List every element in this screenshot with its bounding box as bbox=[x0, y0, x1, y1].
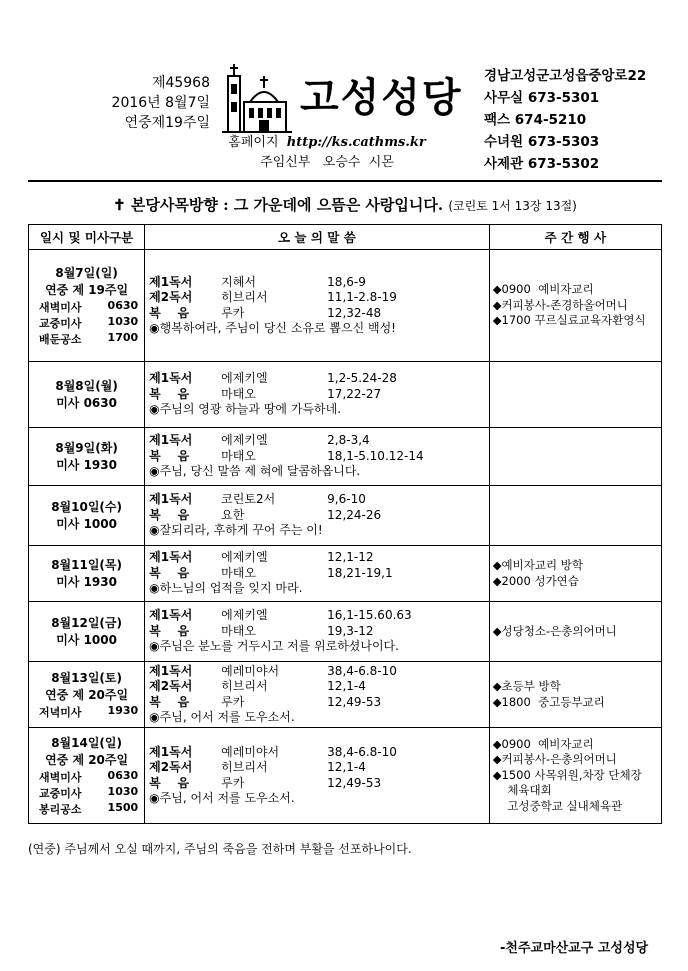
reading-reference: 18,6-9 bbox=[327, 274, 366, 289]
psalm-response: ◉주님의 영광 하늘과 땅에 가득하네. bbox=[149, 402, 342, 417]
event-item: ◆1800 중고등부교리 bbox=[492, 694, 605, 709]
reading-book: 에제키엘 bbox=[221, 550, 268, 565]
event-item: ◆예비자교리 방학 bbox=[492, 558, 583, 572]
church-title: 고성성당 bbox=[300, 74, 463, 121]
psalm-response: ◉하느님의 업적을 잊지 마라. bbox=[149, 581, 303, 596]
header-datetime: 일시 및 미사구분 bbox=[29, 225, 145, 250]
reading-label: 복 음 bbox=[149, 386, 190, 401]
mass-time bbox=[29, 632, 144, 649]
schedule-row bbox=[29, 662, 662, 728]
reading-label: 제2독서 bbox=[149, 760, 193, 774]
psalm-response: ◉주님, 당신 말씀 제 혀에 달콤하옵니다. bbox=[149, 464, 361, 479]
reading-line bbox=[149, 624, 489, 640]
reading-label: 제1독서 bbox=[149, 371, 193, 386]
reading-reference: 38,4-6.8-10 bbox=[327, 744, 397, 759]
mass-time bbox=[29, 704, 144, 720]
reading-line bbox=[149, 776, 489, 792]
psalm-response: ◉주님은 분노를 거두시고 저를 위로하셨나이다. bbox=[149, 639, 399, 654]
reading-book: 에제키엘 bbox=[221, 433, 268, 448]
church-logo-icon bbox=[222, 62, 292, 134]
contact-info bbox=[484, 66, 684, 176]
reading-book: 지혜서 bbox=[221, 274, 256, 289]
schedule-row bbox=[29, 250, 662, 362]
day-label: 8월12일(금) bbox=[51, 615, 122, 630]
reading-line bbox=[149, 508, 489, 524]
parish-signature: -천주교마산교구 고성성당 bbox=[500, 941, 649, 956]
schedule-table bbox=[28, 224, 662, 824]
day-label: 8월8일(월) bbox=[55, 378, 118, 393]
reading-book: 코린토2서 bbox=[221, 492, 276, 507]
mass-time bbox=[29, 457, 144, 474]
reading-reference: 9,6-10 bbox=[327, 492, 366, 507]
readings-cell bbox=[145, 250, 490, 362]
table-header-row bbox=[29, 225, 662, 250]
homepage-url[interactable]: http://ks.cathms.kr bbox=[286, 135, 426, 150]
event-item: 고성중학교 실내체육관 bbox=[492, 798, 623, 813]
reading-reference: 12,1-4 bbox=[327, 760, 366, 774]
mass-time bbox=[29, 299, 144, 315]
reading-book: 에제키엘 bbox=[221, 371, 268, 386]
mass-label: 새벽미사 bbox=[39, 770, 82, 784]
reading-label: 복 음 bbox=[149, 448, 190, 463]
mass-label: 미사 1000 bbox=[56, 632, 117, 647]
schedule-row bbox=[29, 428, 662, 486]
psalm-response: ◉행복하여라, 주님이 당신 소유로 뽑으신 백성! bbox=[149, 321, 396, 335]
date-cell bbox=[29, 486, 145, 546]
mass-time bbox=[29, 282, 144, 299]
events-cell bbox=[489, 486, 661, 546]
readings-cell bbox=[145, 486, 490, 546]
schedule-row bbox=[29, 486, 662, 546]
reading-reference: 11,1-2.8-19 bbox=[327, 290, 397, 304]
psalm-response: ◉주님, 어서 저를 도우소서. bbox=[149, 710, 295, 724]
reading-book: 히브리서 bbox=[221, 290, 268, 304]
reading-book: 마태오 bbox=[221, 448, 256, 463]
reading-line bbox=[149, 275, 489, 291]
reading-reference: 18,21-19,1 bbox=[327, 565, 393, 580]
readings-cell bbox=[145, 602, 490, 662]
date-cell bbox=[29, 662, 145, 728]
reading-line bbox=[149, 566, 489, 582]
reading-line bbox=[149, 306, 489, 322]
reading-line bbox=[149, 433, 489, 449]
reading-label: 제1독서 bbox=[149, 433, 193, 448]
divider bbox=[28, 180, 662, 182]
reading-label: 제2독서 bbox=[149, 290, 193, 304]
issue-number: 제45968 bbox=[151, 75, 210, 91]
mass-hour: 0630 bbox=[107, 298, 139, 312]
mass-time bbox=[29, 516, 144, 533]
mass-time bbox=[29, 801, 144, 817]
reading-reference: 16,1-15.60.63 bbox=[327, 608, 412, 623]
reading-line bbox=[149, 371, 489, 387]
reading-label: 복 음 bbox=[149, 775, 190, 790]
reading-label: 복 음 bbox=[149, 623, 190, 638]
reading-label: 복 음 bbox=[149, 694, 190, 709]
reading-book: 예레미야서 bbox=[221, 663, 280, 678]
reading-reference: 1,2-5.24-28 bbox=[327, 371, 397, 386]
reading-line bbox=[149, 760, 489, 776]
psalm-response: ◉주님, 어서 저를 도우소서. bbox=[149, 791, 295, 805]
reading-line bbox=[149, 492, 489, 508]
schedule-row bbox=[29, 362, 662, 428]
reading-reference: 12,32-48 bbox=[327, 305, 382, 320]
mass-hour: 1030 bbox=[107, 784, 139, 798]
schedule-row bbox=[29, 602, 662, 662]
mass-label: 미사 1930 bbox=[56, 457, 117, 472]
reading-reference: 18,1-5.10.12-14 bbox=[327, 448, 424, 463]
mass-hour: 1030 bbox=[107, 314, 139, 328]
event-item: ◆1500 사목위원,차장 단체장 bbox=[492, 767, 642, 782]
reading-reference: 12,1-4 bbox=[327, 679, 366, 693]
schedule-row bbox=[29, 728, 662, 824]
date-cell bbox=[29, 428, 145, 486]
pastor-line: 주임신부 오승수 시몬 bbox=[260, 155, 394, 170]
office-phone: 사무실 673-5301 bbox=[484, 90, 600, 106]
event-item: ◆2000 성가연습 bbox=[492, 573, 579, 588]
reading-book: 루카 bbox=[221, 305, 245, 320]
mass-label: 연중 제 20주일 bbox=[45, 752, 129, 767]
reading-label: 제1독서 bbox=[149, 550, 193, 565]
mass-time bbox=[29, 785, 144, 801]
mass-time bbox=[29, 395, 144, 412]
readings-cell bbox=[145, 662, 490, 728]
event-item: ◆성당청소-은총의어머니 bbox=[492, 623, 617, 638]
homepage-line bbox=[222, 133, 432, 153]
mass-label: 연중 제 20주일 bbox=[45, 687, 129, 702]
reading-book: 에제키엘 bbox=[221, 608, 268, 623]
reading-reference: 19,3-12 bbox=[327, 623, 374, 638]
event-item: ◆커피봉사-존경하올어머니 bbox=[492, 297, 628, 312]
day-label: 8월10일(수) bbox=[51, 499, 122, 514]
event-item: ◆0900 예비자교리 bbox=[492, 736, 594, 751]
reading-reference: 38,4-6.8-10 bbox=[327, 663, 397, 678]
mission-reference: (코린토 1서 13장 13절) bbox=[448, 199, 577, 213]
reading-book: 마태오 bbox=[221, 386, 256, 401]
events-cell bbox=[489, 362, 661, 428]
reading-reference: 12,49-53 bbox=[327, 775, 382, 790]
reading-book: 마태오 bbox=[221, 565, 256, 580]
day-label: 8월9일(화) bbox=[55, 440, 118, 455]
events-cell bbox=[489, 602, 661, 662]
reading-label: 복 음 bbox=[149, 565, 190, 580]
day-label: 8월7일(일) bbox=[55, 265, 118, 280]
contact-center bbox=[222, 133, 432, 173]
schedule-row bbox=[29, 546, 662, 602]
events-cell bbox=[489, 250, 661, 362]
readings-cell bbox=[145, 362, 490, 428]
reading-line bbox=[149, 695, 489, 711]
mass-time bbox=[29, 769, 144, 785]
rectory-phone: 사제관 673-5302 bbox=[484, 156, 600, 172]
mass-hour: 0630 bbox=[107, 768, 139, 782]
mass-hour: 1700 bbox=[107, 330, 139, 344]
mass-label: 교중미사 bbox=[39, 786, 82, 800]
reading-label: 제2독서 bbox=[149, 679, 193, 693]
events-cell bbox=[489, 728, 661, 824]
header-readings: 오 늘 의 말 씀 bbox=[145, 225, 490, 250]
liturgical-week: 연중제19주일 bbox=[124, 115, 210, 131]
bulletin-date: 2016년 8월7일 bbox=[111, 95, 210, 111]
event-item: ◆초등부 방학 bbox=[492, 679, 561, 693]
bulletin-meta bbox=[100, 74, 210, 134]
mass-label: 교중미사 bbox=[39, 316, 82, 330]
reading-line bbox=[149, 387, 489, 403]
reading-label: 제1독서 bbox=[149, 274, 193, 289]
reading-label: 제1독서 bbox=[149, 608, 193, 623]
mass-time bbox=[29, 315, 144, 331]
reading-book: 마태오 bbox=[221, 623, 256, 638]
header-events: 주 간 행 사 bbox=[489, 225, 661, 250]
reading-line bbox=[149, 550, 489, 566]
readings-cell bbox=[145, 428, 490, 486]
event-item: ◆커피봉사-은총의어머니 bbox=[492, 752, 617, 767]
date-cell bbox=[29, 362, 145, 428]
reading-book: 히브리서 bbox=[221, 760, 268, 774]
day-label: 8월13일(토) bbox=[51, 670, 122, 685]
mass-label: 배둔공소 bbox=[39, 332, 82, 346]
reading-label: 제1독서 bbox=[149, 744, 193, 759]
event-item: ◆0900 예비자교리 bbox=[492, 282, 594, 297]
reading-book: 루카 bbox=[221, 775, 245, 790]
reading-label: 복 음 bbox=[149, 305, 190, 320]
reading-line bbox=[149, 745, 489, 761]
fax-number: 팩스 674-5210 bbox=[484, 112, 587, 128]
mass-time bbox=[29, 331, 144, 347]
mass-label: 미사 1930 bbox=[56, 574, 117, 589]
reading-line bbox=[149, 290, 489, 306]
acclamation-note: (연중) 주님께서 오실 때까지, 주님의 죽음을 전하며 부활을 선포하나이다. bbox=[28, 842, 412, 856]
reading-book: 루카 bbox=[221, 694, 245, 709]
day-label: 8월11일(목) bbox=[51, 557, 122, 572]
mass-label: 새벽미사 bbox=[39, 300, 82, 314]
date-cell bbox=[29, 546, 145, 602]
mass-label: 미사 0630 bbox=[56, 395, 117, 410]
reading-book: 히브리서 bbox=[221, 679, 268, 693]
mission-text: ✝ 본당사목방향 : 그 가운데에 으뜸은 사랑입니다. bbox=[113, 196, 444, 214]
reading-reference: 12,49-53 bbox=[327, 694, 382, 709]
address: 경남고성군고성읍중앙로22 bbox=[484, 68, 647, 84]
mass-label: 봉리공소 bbox=[39, 802, 82, 816]
reading-reference: 17,22-27 bbox=[327, 386, 382, 401]
mass-hour: 1930 bbox=[107, 703, 139, 717]
readings-cell bbox=[145, 546, 490, 602]
mass-hour: 1500 bbox=[107, 800, 139, 814]
mass-time bbox=[29, 574, 144, 591]
event-item: 체육대회 bbox=[492, 783, 552, 798]
reading-line bbox=[149, 679, 489, 695]
mass-label: 연중 제 19주일 bbox=[45, 282, 129, 297]
mass-label: 미사 1000 bbox=[56, 516, 117, 531]
reading-book: 요한 bbox=[221, 507, 245, 522]
events-cell bbox=[489, 662, 661, 728]
mass-time bbox=[29, 752, 144, 769]
reading-reference: 12,1-12 bbox=[327, 550, 374, 565]
mass-label: 저녁미사 bbox=[39, 705, 82, 719]
events-cell bbox=[489, 546, 661, 602]
reading-label: 제1독서 bbox=[149, 663, 193, 678]
events-cell bbox=[489, 428, 661, 486]
day-label: 8월14일(일) bbox=[51, 735, 122, 750]
event-item: ◆1700 꾸르실료교육자환영식 bbox=[492, 313, 646, 328]
reading-reference: 2,8-3,4 bbox=[327, 433, 370, 448]
reading-label: 제1독서 bbox=[149, 492, 193, 507]
mass-time bbox=[29, 687, 144, 704]
reading-book: 예레미야서 bbox=[221, 744, 280, 759]
convent-phone: 수녀원 673-5303 bbox=[484, 134, 600, 150]
date-cell bbox=[29, 728, 145, 824]
reading-reference: 12,24-26 bbox=[327, 507, 382, 522]
readings-cell bbox=[145, 728, 490, 824]
date-cell bbox=[29, 250, 145, 362]
date-cell bbox=[29, 602, 145, 662]
homepage-label: 홈페이지 bbox=[228, 135, 279, 150]
reading-label: 복 음 bbox=[149, 507, 190, 522]
psalm-response: ◉잘되리라, 후하게 꾸어 주는 이! bbox=[149, 523, 323, 538]
reading-line bbox=[149, 608, 489, 624]
reading-line bbox=[149, 664, 489, 680]
reading-line bbox=[149, 449, 489, 465]
mission-statement bbox=[28, 194, 662, 215]
